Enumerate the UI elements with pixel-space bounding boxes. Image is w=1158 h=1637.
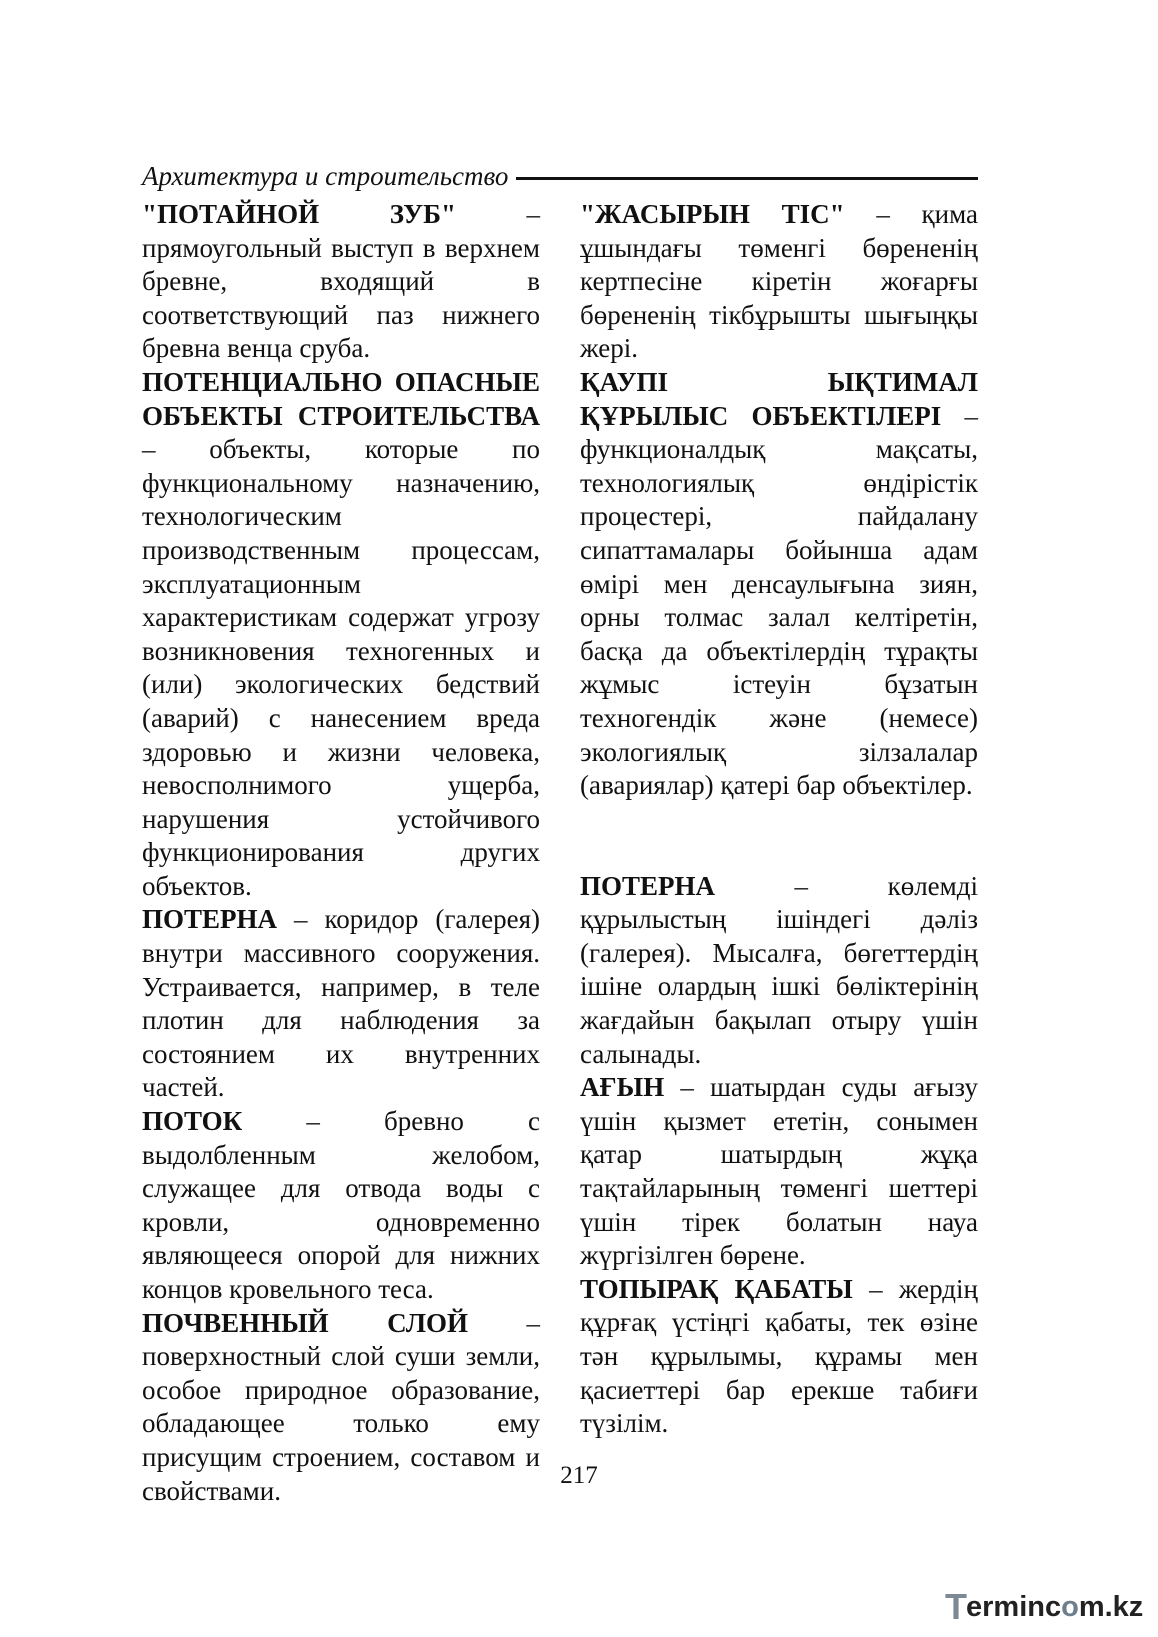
entry-definition: – прямоугольный выступ в верхнем бревне, входящий в соответствующий паз нижнего бревна венца сруба. xyxy=(142,199,540,364)
entry-definition: – қима ұшындағы төменгі бөрененің кертпесіне кіретін жоғарғы бөрененің тікбұрышты шығыңқы жері. xyxy=(580,199,978,364)
dictionary-entry xyxy=(142,903,540,1105)
russian-column xyxy=(142,198,540,1508)
entry-definition: – объекты, которые по функциональному назначению, технологическим производственным процессам, эксплуатационным характеристикам содержат угрозу возникновения техногенных и (или) экологических бедствий (аварий) с нанесением вреда здоровью и жизни человека, невосполнимого ущерба, нарушения устойчивого функционирования других объектов. xyxy=(142,434,540,901)
entry-term: ПОЧВЕННЫЙ СЛОЙ xyxy=(142,1307,469,1338)
logo-text-middle: erminc xyxy=(966,1590,1062,1623)
column-spacer xyxy=(580,803,978,870)
entry-term: ПОТЕРНА xyxy=(580,870,716,901)
logo-text xyxy=(966,1591,1143,1624)
dictionary-entry xyxy=(580,1071,978,1273)
dictionary-entry xyxy=(142,198,540,366)
entry-definition: – жердің құрғақ үстіңгі қабаты, тек өзіне тән құрылымы, құрамы мен қасиеттері бар ерекше табиғи түзілім. xyxy=(580,1273,978,1439)
entry-term: ПОТОК xyxy=(142,1106,243,1137)
entry-definition: – көлемді құрылыстың ішіндегі дәліз (галерея). Мысалға, бөгеттердің ішіне олардың ішкі бөліктерінің жағдайын бақылап отыру үшін салынады. xyxy=(580,870,978,1069)
dictionary-entry xyxy=(580,198,978,366)
entry-definition: – поверхностный слой суши земли, особое природное образование, обладающее только ему присущим строением, составом и свойствами. xyxy=(142,1307,540,1506)
entry-term: "ПОТАЙНОЙ ЗУБ" xyxy=(142,199,456,229)
entry-definition: – функционалдық мақсаты, технологиялық өндірістік процестері, пайдалану сипаттамалары бойынша адам өмірі мен денсаулығына зиян, орны толмас залал келтіретін, басқа да объектілердің тұрақты жұмыс істеуін бұзатын техногендік және (немесе) экологиялық зілзалалар (авариялар) қатері бар объектілер. xyxy=(580,400,979,801)
terminc-logo xyxy=(945,1585,1150,1629)
dictionary-entry xyxy=(142,366,540,904)
dictionary-entry xyxy=(580,870,978,1072)
section-title: Архитектура и строительство xyxy=(142,160,509,191)
dictionary-entry xyxy=(580,366,978,803)
magnifier-o-icon: o xyxy=(1061,1590,1079,1623)
entry-term: ТОПЫРАҚ ҚАБАТЫ xyxy=(580,1273,853,1304)
dictionary-entry xyxy=(580,1273,978,1441)
logo-letter-t: T xyxy=(945,1586,966,1627)
entry-term: ҚАУПІ ЫҚТИМАЛ ҚҰРЫЛЫС ОБЪЕКТІЛЕРІ xyxy=(580,366,978,431)
page-number: 217 xyxy=(560,1462,598,1489)
entry-term: "ЖАСЫРЫН ТІС" xyxy=(580,199,845,229)
entry-definition: – коридор (галерея) внутри массивного сооружения. Устраивается, например, в теле плотин для наблюдения за состоянием их внутренних частей. xyxy=(142,904,540,1103)
entry-definition: – шатырдан суды ағызу үшін қызмет ететін, сонымен қатар шатырдың жұқа тақтайларының төменгі шеттері үшін тірек болатын науа жүргізілген бөрене. xyxy=(580,1072,978,1271)
kazakh-column xyxy=(580,198,978,1441)
entry-term: ПОТЕНЦИАЛЬНО ОПАСНЫЕ ОБЪЕКТЫ СТРОИТЕЛЬСТВА xyxy=(142,366,540,431)
running-header xyxy=(142,158,978,194)
logo-text-end: m.kz xyxy=(1078,1590,1144,1623)
entry-definition: – бревно с выдолбленным желобом, служащее для отвода воды с кровли, одновременно являющееся опорой для нижних концов кровельного теса. xyxy=(142,1106,540,1304)
dictionary-entry xyxy=(142,1105,540,1307)
entry-term: ПОТЕРНА xyxy=(142,904,278,935)
header-rule xyxy=(516,177,978,180)
entry-term: АҒЫН xyxy=(580,1072,665,1103)
